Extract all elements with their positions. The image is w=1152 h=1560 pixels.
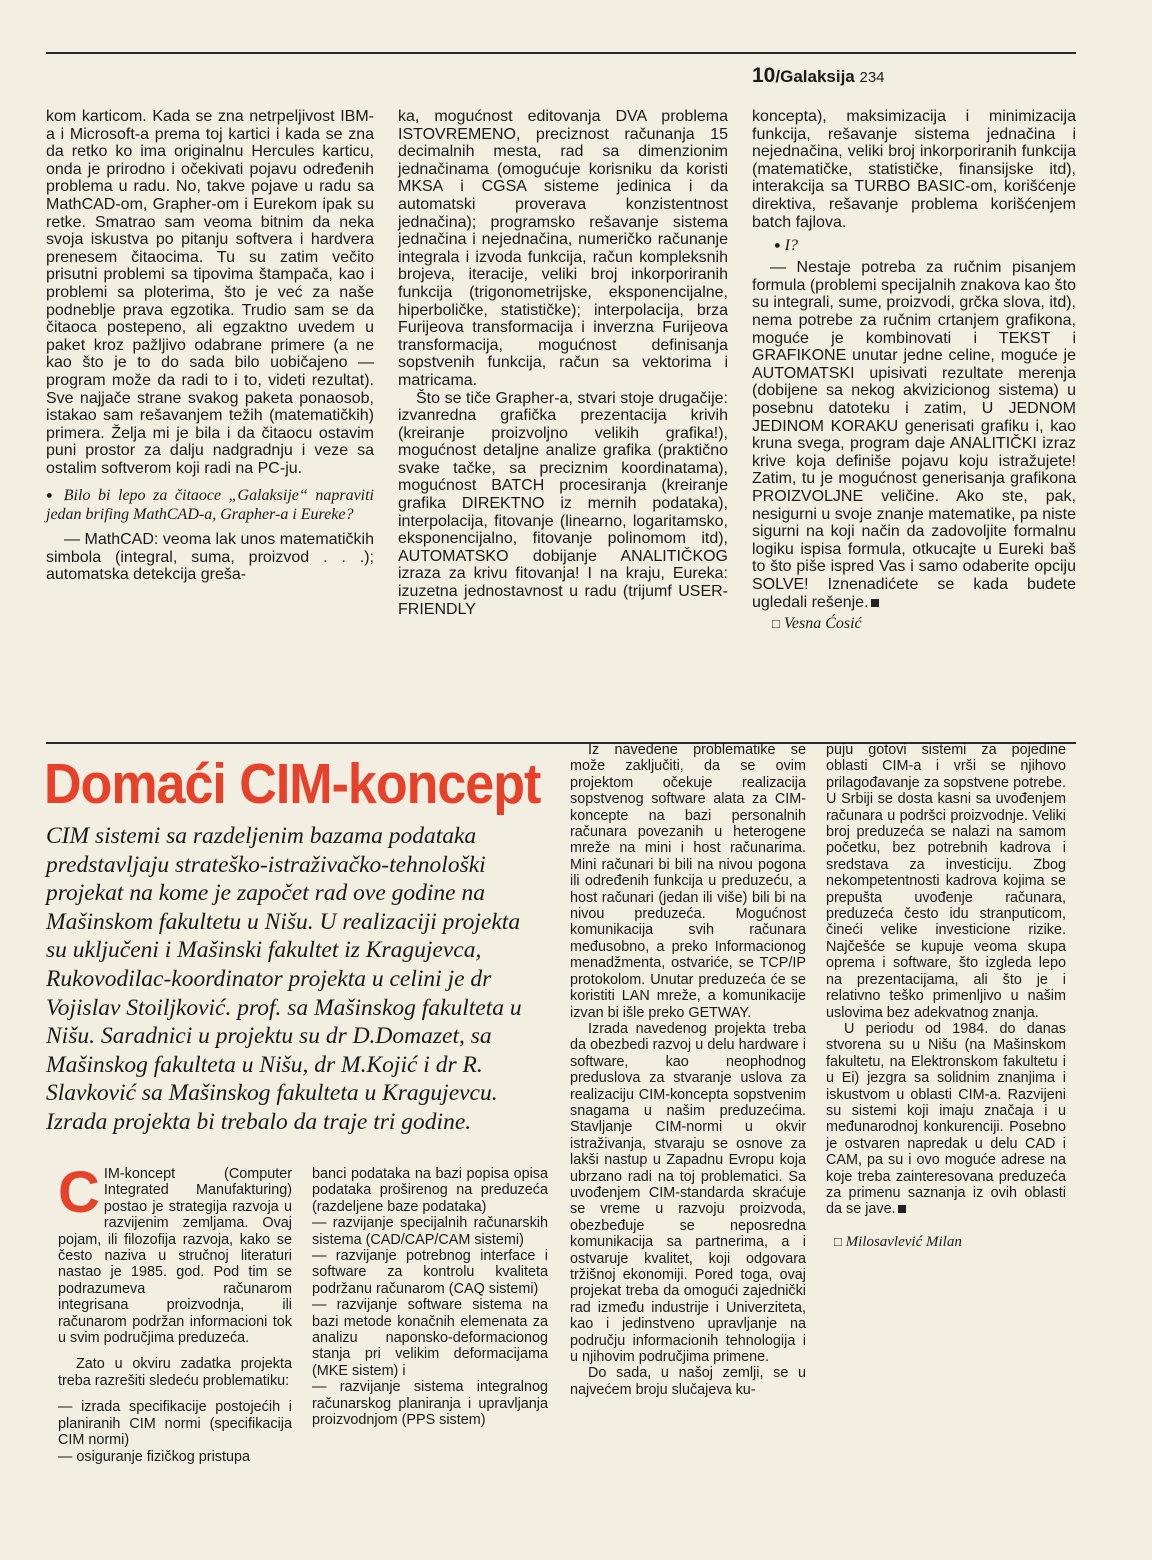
author-name: Milosavlević Milan	[845, 1233, 962, 1250]
paragraph: — izrada specifikacije postojećih i planiranih CIM normi (specifikacija CIM normi)	[58, 1399, 292, 1449]
paragraph: — razvijanje software sistema na bazi metode konačnih elemenata za analizu naponsko-deformacionog stanja pri velikim deformacijama (MKE sistem) i	[312, 1297, 548, 1379]
page-number: 10	[752, 64, 776, 87]
paragraph: koncepta), maksimizacija i minimizacija funkcija, rešavanje sistema jednačina i nejednačina, veliki broj inkorporiranih funkcija (matematičke, statističke, finansijske itd), interakcija sa TURBO BASIC-om, korišćenje direktiva, rešavanje problema korišćenjem batch fajlova.	[752, 108, 1076, 231]
paragraph: Zato u okviru zadatka projekta treba razrešiti sledeću problematiku:	[58, 1356, 292, 1389]
paragraph: — razvijanje sistema integralnog računarskog planiranja i upravljanja proizvodnjom (PPS sistem)	[312, 1379, 548, 1429]
paragraph: — razvijanje specijalnih računarskih sistema (CAD/CAP/CAM sistemi)	[312, 1215, 548, 1248]
paragraph: Do sada, u našoj zemlji, se u najvećem broju slučajeva ku-	[570, 1365, 806, 1398]
question-text: Bilo bi lepo za čitaoce „Galaksije“ napraviti jedan brifing MathCAD-a, Grapher-a i Eureke?	[46, 487, 375, 523]
issue-number: 234	[859, 69, 885, 86]
paragraph-text: — Nestaje potreba za ručnim pisanjem formula (problemi specijalnih znakova kao što su integrali, sume, proizvodi, grčka slova, itd), nema potrebe za ručnim crtanjem grafikona, moguće je kombinovati i TEKST i GRAFIKONE unutar jedne celine, moguće je AUTOMATSKI upisivati rezultate merenja (dobijene sa nekog akvizicionog sistema) u posebnu datoteku i zatim, U JEDNOM JEDINOM KORAKU generisati grafiku i, kao kruna svega, program daje ANALITIČKI izraz krive koja definiše pojavu koju istražujete! Zatim, tu je mogućnost generisanja grafikona PROIZVOLJNE veličine. Ako ste, pak, nesigurni u svoje znanje matematike, pa niste sigurni na koji način da zadovoljite formalnu logiku ispisa formula, otkucajte u Eureki baš to što piše ispred Vas i samo odaberite opciju SOLVE! Iznenadićete se kada budete ugledali rešenje.	[752, 259, 1076, 611]
bullet-icon: ●	[46, 490, 57, 502]
paragraph: Izrada navedenog projekta treba da obezbedi razvoj u delu hardware i software, kao neophodnog preduslova za stvaranje uslova za realizaciju CIM-koncepta sopstvenim snagama u našim preduzećima. Stavljanje CIM-normi u okvir istraživanja, stvaraju se osnove za lakši nastup u Zapadnu Evropu koja ubrzano radi na toj problematici. Sa uvođenjem CIM-standarda skraćuje se vreme u razvoju proizvoda, obezbeđuje se neposredna komunikacija sa partnerima, a i ostvaruje kvalitet, koji odgovara tržišnoj ekonomiji. Pored toga, ovaj projekat treba da omogući zajednički rad između industrije i Univerziteta, kao i jedinstveno upravljanje na području informacionih tehnologija i u njihovim područjima primene.	[570, 1020, 806, 1366]
drop-cap: C	[58, 1160, 100, 1225]
top-rule	[46, 52, 1076, 54]
bullet-icon: ●	[774, 239, 781, 252]
magazine-name: Galaksija	[780, 67, 855, 86]
article2-col1	[58, 1160, 292, 1465]
paragraph	[752, 259, 1076, 611]
paragraph-text: IM-koncept (Computer Integrated Manufakturing) postao je strategija razvoja u razvijenim zemljama. Ovaj pojam, ili filozofija razvoja, kako se često naziva u stručnoj literaturi nastao je 1985. god. Pod tim se podrazumeva računarom integrisana proizvodnja, ili računarom podržan informacioni tok u svim područjima preduzeća.	[58, 1166, 292, 1347]
paragraph: ka, mogućnost editovanja DVA problema ISTOVREMENO, preciznost računanja 15 decimalnih mesta, rad sa dimenzionim jednačinama (omogućuje korisniku da koristi MKSA i CGSA sisteme jedinica i da automatski proverava konzistentnost jednačina); programsko rešavanje sistema jednačina i nejednačina, numeričko računanje integrala i izvoda funkcija, račun kompleksnih brojeva, iteracije, veliki broj inkorporiranih funkcija (trigonometrijske, eksponencijalne, hiperboličke, statističke); interpolacija, brza Furijeova transformacija i inverzna Furijeova transformacija, mogućnost definisanja sopstvenih funkcija, račun sa vektorima i matricama.	[398, 108, 728, 389]
paragraph: Iz navedene problematike se može zaključiti, da se ovim projektom očekuje realizacija sopstvenog software alata za CIM-koncepte na bazi personalnih računara povezanih u heterogene mreže na mini i host računarima. Mini računari bi bili na nivou pogona ili određenih funkcija u preduzeću, a host računari (jedan ili više) bili bi na nivou preduzeća. Mogućnost komunikacija svih računara međusobno, a preko Informacionog menadžmenta, ostvariće, se TCP/IP protokolom. Unutar preduzeća će se koristiti LAN mreže, a komunikacije izvan bi išle preko GETWAY.	[570, 742, 806, 1021]
byline-box-icon: □	[834, 1233, 842, 1249]
article-headline: Domaći CIM-koncept	[44, 753, 541, 816]
author-name: Vesna Ćosić	[783, 615, 862, 633]
page-header	[752, 64, 885, 88]
article2-col2	[312, 1166, 548, 1429]
byline	[834, 1234, 1066, 1250]
article1-col2	[398, 108, 728, 618]
article-lead: CIM sistemi sa razdeljenim bazama podataka predstavljaju strateško-istraživačko-tehnološki projekat na kome je započet rad ove godine na Mašinskom fakultetu u Nišu. U realizaciji projekta su uključeni i Mašinski fakultet iz Kragujevca, Rukovodilac-koordinator projekta u celini je dr Vojislav Stoiljković. prof. sa Mašinskog fakulteta u Nišu. Saradnici u projektu su dr D.Domazet, sa Mašinskog fakulteta u Nišu, dr M.Kojić i dr R. Slavković sa Mašinskog fakulteta u Kragujevcu. Izrada projekta bi trebalo da traje tri godine.	[46, 823, 522, 1135]
article2-col4	[826, 742, 1066, 1250]
paragraph: — MathCAD: veoma lak unos matematičkih simbola (integral, suma, proizvod . . .); automatska detekcija greša-	[46, 531, 374, 584]
byline-box-icon: □	[772, 616, 780, 632]
byline	[772, 615, 1076, 633]
paragraph: — osiguranje fizičkog pristupa	[58, 1448, 250, 1465]
interview-question	[46, 487, 374, 523]
article1-col3	[752, 108, 1076, 633]
paragraph	[826, 1021, 1066, 1218]
article2-col3	[570, 742, 806, 1398]
page-slash: /	[775, 67, 781, 86]
paragraph-text: U periodu od 1984. do danas stvorena su u Nišu (na Mašinskom fakultetu, na Elektronskom fakultetu i u Ei) jezgra sa solidnim znanjima i iskustvom u oblasti CIM-a. Razvijeni su sistemi koji imaju značaja i u međunarodnoj konkurenciji. Posebno je ostvaren napredak u delu CAD i CAM, pa su i ovo moguće adrese na koje treba zainteresovana preduzeća za primenu saznanja iz ovih oblasti da se jave.	[826, 1020, 1066, 1218]
interview-question	[774, 237, 1076, 255]
end-mark-icon	[871, 599, 879, 607]
end-mark-icon	[898, 1205, 906, 1213]
paragraph: Što se tiče Grapher-a, stvari stoje drugačije: izvanredna grafička prezentacija krivih (kreiranje proizvoljno velikih grafika!), mogućnost detalјne analize grafika (praktično svake tačke, sa preciznim koordinatama), mogućnost BATCH procesiranja (kreiranje grafika DIREKTNO iz mernih podataka), interpolacija, fitovanje (linearno, logaritamsko, eksponencijalno, fitovanje polinomom itd), AUTOMATSKO dobijanje ANALITIČKOG izraza za krivu fitovanja! I na kraju, Eureka: izuzetna jednostavnost u radu (trijumf USER-FRIENDLY	[398, 389, 728, 618]
question-text: I?	[784, 237, 798, 255]
paragraph: kom karticom. Kada se zna netrpeljivost IBM-a i Microsoft-a prema toj kartici i kada se zna da retko ko ima originalnu Hercules karticu, onda je prirodno i očekivati pojavu određenih problema u radu. No, takve pojave u radu sa MathCAD-om, Grapher-om i Eurekom ipak su retke. Smatrao sam veoma bitnim da neka svoja iskustva po pitanju softvera i hardvera prenesem čitaocima. Tu su zatim večito prisutni problemi sa tipovima štampača, kao i problemi sa ploterima, što je već za naše podneblje prava egzotika. Trudio sam se da čitaoca postepeno, ali egzaktno uvedem u paket kroz pažljivo odabrane primere (a ne kao što je to do sada bilo uobičajeno — program može da radi to i to, videti rezultat). Sve najjače strane svakog paketa ponaosob, istakao sam rešavanjem težih (matematičkih) primera. Želja mi je bila i da čitaocu ostavim puni prostor za dalju nadgradnju i veze sa ostalim softverom koji radi na PC-ju.	[46, 108, 374, 477]
paragraph: banci podataka na bazi popisa opisa podataka proširenog na preduzeća (razdeljene baze podataka)	[312, 1166, 548, 1215]
paragraph: puju gotovi sistemi za pojedine oblasti CIM-a i vrši se njihovo prilagođavanje za sopstvene potrebe. U Srbiji se dosta kasni sa uvođenjem računara u podršci proizvodnje. Veliki broj preduzeća se nalazi na samom početku, bez potrebnih kadrova i sredstava za investiciju. Zbog nekompetentnosti kadrova kojima se prepušta uvođenje računara, preduzeća često idu stranputicom, čineći velike investicione rizike. Najčešće se kupuje veoma skupa oprema i software, što izgleda lepo na prezentacijama, ali što je i relativno teško primenljivo u našim uslovima bez adekvatnog znanja.	[826, 742, 1066, 1021]
paragraph	[58, 1160, 292, 1347]
article1-col1	[46, 108, 374, 584]
paragraph: — razvijanje potrebnog interface i software za kontrolu kvaliteta podržanu računarom (CAQ sistemi)	[312, 1248, 548, 1297]
